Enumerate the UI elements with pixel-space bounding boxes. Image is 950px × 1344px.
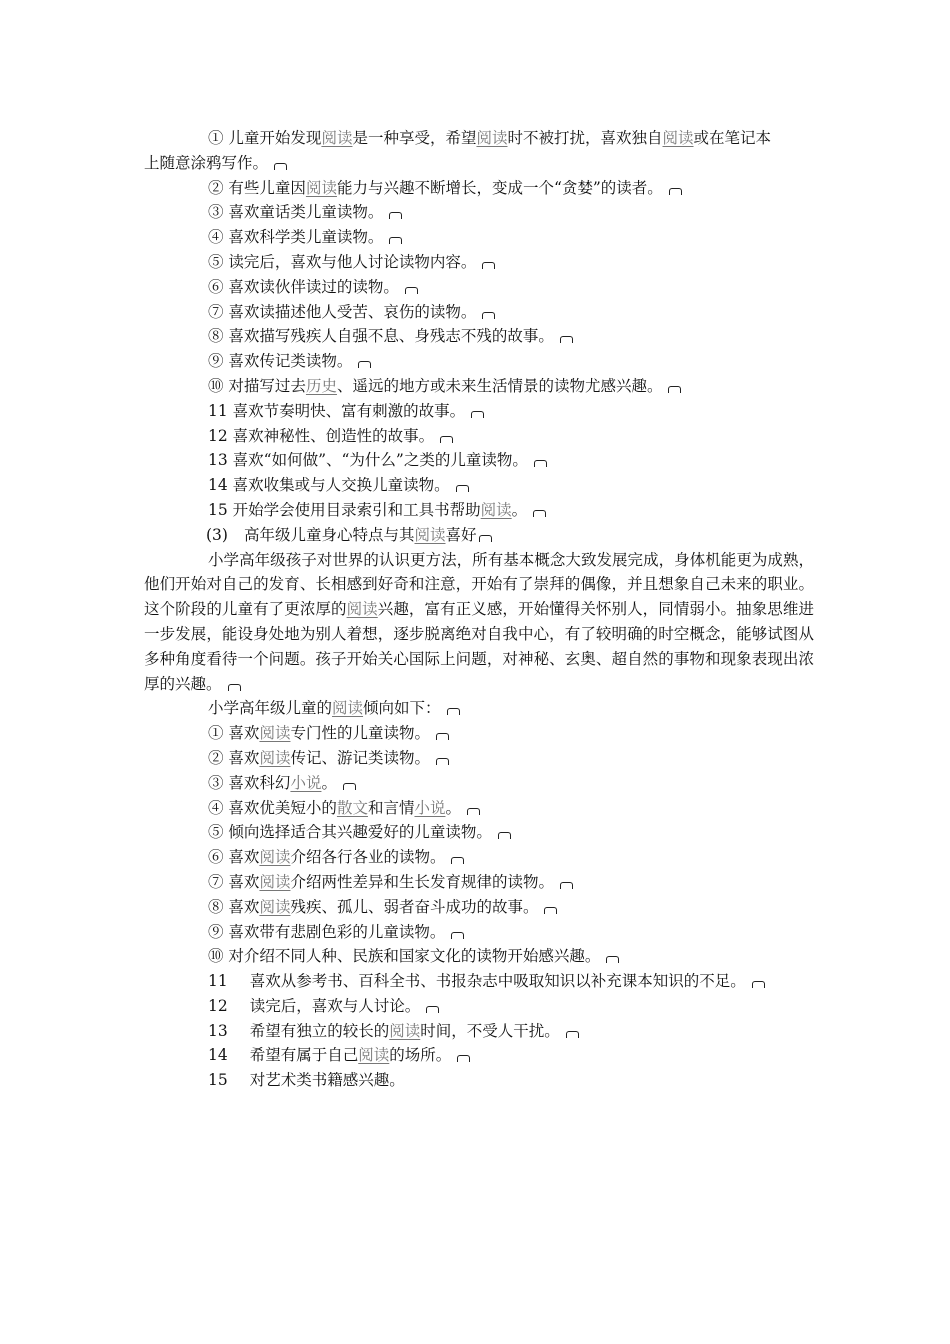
text: 专门性的儿童读物。 — [290, 724, 430, 743]
paragraph-mark-icon — [534, 460, 547, 467]
list-item — [144, 324, 814, 349]
list-intro — [144, 696, 814, 721]
text: ④ 喜欢优美短小的 — [208, 798, 337, 817]
paragraph-mark-icon — [669, 188, 682, 195]
text: 兴趣，富有正义感，开始懂得关怀别人，同情弱小。抽象思维进一步发展，能设身处地为别人着想，逐步脱离绝对自我中心，有了较明确的时空概念，能够试图从多种角度看待一个问题。孩子开始关心国际上问题，对神秘、玄奥、超自然的事物和现象表现出浓厚的兴趣。 — [144, 600, 814, 693]
paragraph-mark-icon — [668, 386, 681, 393]
paragraph-mark-icon — [456, 485, 469, 492]
paragraph-mark-icon — [451, 932, 464, 939]
text: 是一种享受，希望 — [352, 129, 477, 147]
reading-link[interactable]: 阅读 — [662, 129, 694, 147]
reading-link[interactable]: 阅读 — [259, 872, 291, 891]
novel-link[interactable]: 小说 — [290, 773, 322, 792]
item-number: 14 — [208, 1046, 228, 1065]
list-item — [144, 473, 814, 498]
text: 时间，不受人干扰。 — [420, 1021, 560, 1040]
paragraph-mark-icon — [343, 783, 356, 790]
list-item — [144, 969, 814, 994]
paragraph-mark-icon — [274, 163, 287, 170]
list-item — [144, 275, 814, 300]
text: ② 喜欢 — [208, 748, 260, 767]
text: ⑤ 读完后，喜欢与他人讨论读物内容。 — [208, 252, 477, 271]
paragraph-mark-icon — [482, 262, 495, 269]
paragraph-mark-icon — [606, 956, 619, 963]
text: 12 喜欢神秘性、创造性的故事。 — [208, 426, 435, 445]
text: ⑦ 喜欢 — [208, 872, 260, 891]
list-item — [144, 399, 814, 424]
paragraph-mark-icon — [436, 733, 449, 740]
reading-link[interactable]: 阅读 — [358, 1046, 390, 1065]
reading-link[interactable]: 阅读 — [332, 699, 364, 718]
text: 、遥远的地方或未来生活情景的读物尤感兴趣。 — [336, 376, 663, 395]
reading-link[interactable]: 阅读 — [480, 500, 512, 519]
list-item — [144, 944, 814, 969]
list-item-continuation — [144, 151, 814, 176]
list-item — [144, 374, 814, 399]
list-item — [144, 176, 814, 201]
paragraph-mark-icon — [471, 411, 484, 418]
list-item — [144, 895, 814, 920]
paragraph-mark-icon — [457, 1055, 470, 1062]
heading-number: (3) — [206, 525, 228, 544]
text: ⑥ 喜欢 — [208, 848, 260, 867]
paragraph-mark-icon — [752, 981, 765, 988]
list-item — [144, 1019, 814, 1044]
paragraph-mark-icon — [451, 857, 464, 864]
text: 。 — [511, 500, 528, 519]
list-item — [144, 126, 814, 151]
text: 介绍两性差异和生长发育规律的读物。 — [290, 872, 554, 891]
paragraph-mark-icon — [447, 708, 460, 715]
document-body — [144, 126, 814, 1093]
text: ⑥ 喜欢读伙伴读过的读物。 — [208, 277, 399, 296]
text: 或在笔记本 — [693, 129, 772, 147]
text: 希望有独立的较长的 — [249, 1021, 390, 1040]
text: ⑧ 喜欢 — [208, 897, 260, 916]
text: 的场所。 — [389, 1046, 452, 1065]
reading-link[interactable]: 阅读 — [305, 178, 337, 197]
paragraph-mark-icon — [228, 684, 241, 691]
reading-link[interactable]: 阅读 — [259, 748, 291, 767]
text: ③ 喜欢科幻 — [208, 773, 291, 792]
paragraph-mark-icon — [566, 1031, 579, 1038]
text: 14 喜欢收集或与人交换儿童读物。 — [208, 476, 450, 495]
section-heading — [144, 523, 814, 548]
list-item — [144, 300, 814, 325]
text: 介绍各行各业的读物。 — [290, 848, 446, 867]
text: ⑩ 对描写过去 — [208, 376, 306, 395]
text: ⑦ 喜欢读描述他人受苦、哀伤的读物。 — [208, 302, 477, 321]
paragraph-mark-icon — [560, 882, 573, 889]
paragraph-mark-icon — [440, 436, 453, 443]
list-item — [144, 870, 814, 895]
paragraph-mark-icon — [479, 535, 492, 542]
list-item — [144, 349, 814, 374]
list-item — [144, 994, 814, 1019]
list-item — [144, 250, 814, 275]
list-item — [144, 424, 814, 449]
text: 15 开始学会使用目录索引和工具书帮助 — [208, 500, 481, 519]
paragraph-mark-icon — [389, 237, 402, 244]
paragraph-mark-icon — [389, 212, 402, 219]
paragraph-mark-icon — [482, 312, 495, 319]
item-number: 15 — [208, 1071, 228, 1090]
body-paragraph — [144, 548, 814, 697]
text: ① 儿童开始发现 — [208, 129, 322, 147]
list-item — [144, 498, 814, 523]
list-item — [144, 200, 814, 225]
text: 上随意涂鸦写作。 — [144, 153, 269, 172]
list-item — [144, 796, 814, 821]
reading-link[interactable]: 阅读 — [259, 848, 291, 867]
text: 倾向如下： — [363, 699, 441, 718]
reading-link[interactable]: 阅读 — [346, 600, 378, 619]
reading-link[interactable]: 阅读 — [321, 129, 353, 147]
list-item — [144, 1043, 814, 1068]
item-number: 13 — [208, 1021, 228, 1040]
text: 喜欢从参考书、百科全书、书报杂志中吸取知识以补充课本知识的不足。 — [249, 972, 746, 991]
text: ④ 喜欢科学类儿童读物。 — [208, 228, 384, 247]
list-item — [144, 920, 814, 945]
text: ⑧ 喜欢描写残疾人自强不息、身残志不残的故事。 — [208, 327, 554, 346]
text: ⑤ 倾向选择适合其兴趣爱好的儿童读物。 — [208, 823, 492, 842]
text: 13 喜欢“如何做”、“为什么”之类的儿童读物。 — [208, 451, 528, 470]
text: 能力与兴趣不断增长，变成一个“贪婪”的读者。 — [336, 178, 663, 197]
list-item — [144, 746, 814, 771]
text: ⑩ 对介绍不同人种、民族和国家文化的读物开始感兴趣。 — [208, 947, 601, 966]
text: 和言情 — [367, 798, 415, 817]
text: 残疾、孤儿、弱者奋斗成功的故事。 — [290, 897, 539, 916]
text: ① 喜欢 — [208, 724, 260, 743]
list-item — [144, 1068, 814, 1093]
paragraph-mark-icon — [358, 361, 371, 368]
history-link[interactable]: 历史 — [305, 376, 337, 395]
text: 时不被打扰，喜欢独自 — [507, 129, 663, 147]
reading-link[interactable]: 阅读 — [476, 129, 508, 147]
reading-link[interactable]: 阅读 — [259, 897, 291, 916]
text: 小学高年级儿童的 — [208, 699, 333, 718]
text: ③ 喜欢童话类儿童读物。 — [208, 203, 384, 222]
text: 11 喜欢节奏明快、富有刺激的故事。 — [208, 401, 466, 420]
heading-text: 喜好 — [445, 525, 477, 544]
text: ② 有些儿童因 — [208, 178, 306, 197]
list-item — [144, 225, 814, 250]
text: 读完后，喜欢与人讨论。 — [249, 996, 421, 1015]
text: 。 — [445, 798, 461, 817]
list-item — [144, 721, 814, 746]
list-item — [144, 448, 814, 473]
text: 小学高年级孩子对世界的认识更方法，所有基本概念大致发展完成，身体机能更为成熟，他们开始对自己的发育、长相感到好奇和注意，开始有了崇拜的偶像，并且想象自己未来的职业。这个阶段的儿童有了更浓厚的 — [144, 550, 814, 619]
reading-link[interactable]: 阅读 — [389, 1021, 421, 1040]
reading-link[interactable]: 阅读 — [414, 525, 446, 544]
reading-link[interactable]: 阅读 — [259, 724, 291, 743]
list-item — [144, 845, 814, 870]
heading-text: 高年级儿童身心特点与其 — [243, 525, 415, 544]
paragraph-mark-icon — [544, 907, 557, 914]
text: 对艺术类书籍感兴趣。 — [249, 1071, 405, 1090]
list-item — [144, 771, 814, 796]
item-number: 11 — [208, 972, 228, 991]
paragraph-mark-icon — [405, 287, 418, 294]
item-number: 12 — [208, 996, 228, 1015]
paragraph-mark-icon — [436, 758, 449, 765]
text: ⑨ 喜欢带有悲剧色彩的儿童读物。 — [208, 922, 446, 941]
text: ⑨ 喜欢传记类读物。 — [208, 352, 353, 371]
paragraph-mark-icon — [533, 510, 546, 517]
paragraph-mark-icon — [426, 1006, 439, 1013]
text: 传记、游记类读物。 — [290, 748, 430, 767]
paragraph-mark-icon — [467, 808, 480, 815]
novel-link[interactable]: 小说 — [414, 798, 446, 817]
paragraph-mark-icon — [560, 336, 573, 343]
list-item — [144, 820, 814, 845]
text: 希望有属于自己 — [249, 1046, 359, 1065]
paragraph-mark-icon — [498, 832, 511, 839]
text: 。 — [321, 773, 337, 792]
essay-link[interactable]: 散文 — [336, 798, 368, 817]
